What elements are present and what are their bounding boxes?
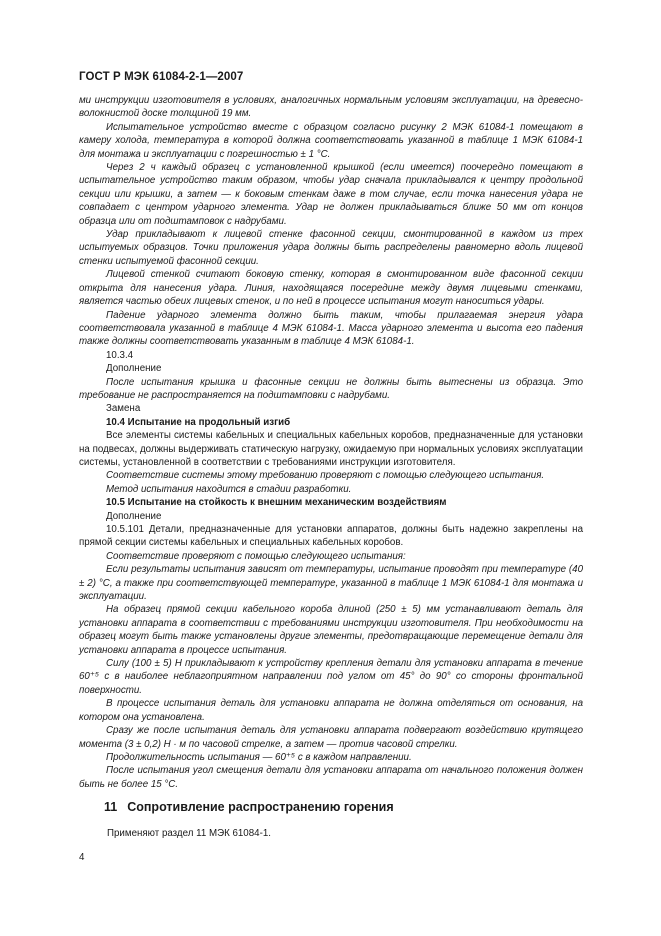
paragraph: После испытания крышка и фасонные секции не должны быть вытеснены из образца. Это требование не распространяется на подштамповки с надрубами.: [79, 376, 583, 401]
paragraph: Лицевой стенкой считают боковую стенку, которая в смонтированном виде фасонной секции открыта для нанесения удара. Линия, находящаяся посередине между двумя лицевыми стенками, является частью обеих лицевых стенок, и по ней в процессе испытания могут наноситься удары.: [79, 269, 583, 308]
paragraph: Удар прикладывают к лицевой стенке фасонной секции, смонтированной в каждом из трех испытуемых образцов. Точки приложения удара должны быть распределены равномерно вдоль лицевой стенки испытуемой фасонной секции.: [79, 229, 583, 267]
paragraph: Замена: [106, 403, 141, 415]
document-header: ГОСТ Р МЭК 61084-2-1—2007: [79, 71, 244, 83]
paragraph: Сразу же после испытания деталь для установки аппарата подвергают воздействию крутящего момента (3 ± 0,2) Н · м по часовой стрелке, а затем — против часовой стрелки.: [79, 725, 583, 750]
paragraph: ми инструкции изготовителя в условиях, аналогичных нормальным условиям эксплуатации, на древесно-волокнистой доске толщиной 19 мм.: [79, 95, 583, 120]
paragraph: Через 2 ч каждый образец с установленной крышкой (если имеется) поочередно помещают в испытательное устройство таким образом, чтобы удар сначала прикладывался к центру продольной секции или крышки, а затем — к боковым стенкам даже в том случае, если точка нанесения удара не совпадает с центром ударного элемента. Удар не должен прикладываться ближе 50 мм от концов образца или от подштамповок с надрубами.: [79, 162, 583, 227]
paragraph: Соответствие проверяют с помощью следующего испытания:: [106, 550, 406, 562]
section-number: 11: [104, 800, 118, 814]
paragraph: После испытания угол смещения детали для установки аппарата от начального положения должен быть не более 15 °С.: [79, 765, 583, 790]
paragraph: 10.5 Испытание на стойкость к внешним механическим воздействиям: [106, 497, 447, 509]
paragraph: Продолжительность испытания — 60⁺⁵ с в каждом направлении.: [106, 751, 412, 763]
paragraph: Дополнение: [106, 510, 162, 522]
paragraph: Падение ударного элемента должно быть таким, чтобы прилагаемая энергия удара соответствовала указанной в таблице 4 МЭК 61084-1. Масса ударного элемента и высота его падения также должны соответствовать указанным в таблице 4 МЭК 61084-1.: [79, 309, 583, 348]
paragraph: Соответствие системы этому требованию проверяют с помощью следующего испытания.: [106, 470, 545, 482]
paragraph: Дополнение: [106, 363, 162, 375]
section-body: Применяют раздел 11 МЭК 61084-1.: [107, 828, 271, 839]
paragraph: На образец прямой секции кабельного короба длиной (250 ± 5) мм устанавливают деталь для установки аппарата в соответствии с требованиями инструкции изготовителя. При необходимости на образец могут быть также установлены другие элементы, предотвращающие перемещение детали для установки аппарата в процессе испытания.: [79, 604, 583, 656]
paragraph: 10.3.4: [106, 349, 134, 361]
paragraph: Если результаты испытания зависят от температуры, испытание проводят при температуре (40 ± 2) °С, а также при соответствующей температуре, указанной в таблице 1 МЭК 61084-1 для монтажа и эксплуатации.: [79, 564, 583, 603]
section-heading: [104, 800, 394, 814]
body-text: [79, 94, 583, 791]
paragraph: Метод испытания находится в стадии разработки.: [106, 483, 352, 495]
section-title-text: Сопротивление распространению горения: [127, 800, 394, 814]
paragraph: В процессе испытания деталь для установки аппарата не должна отделяться от основания, на котором она установлена.: [79, 698, 583, 723]
paragraph: Силу (100 ± 5) Н прикладывают к устройству крепления детали для установки аппарата в течение 60⁺⁵ с в наиболее неблагоприятном направлении под углом от 45° до 90° со стороны фронтальной поверхности.: [79, 658, 583, 696]
paragraph: Все элементы системы кабельных и специальных кабельных коробов, предназначенные для установки на подвесах, должны выдерживать статическую нагрузку, ожидаемую при нормальных условиях эксплуатации системы, установленной в соответствии с требованиями инструкции изготовителя.: [79, 430, 583, 468]
page-number: 4: [79, 852, 85, 863]
paragraph: 10.4 Испытание на продольный изгиб: [106, 416, 291, 428]
paragraph: 10.5.101 Детали, предназначенные для установки аппаратов, должны быть надежно закреплены на прямой секции системы кабельных и специальных кабельных коробов.: [79, 524, 583, 549]
paragraph: Испытательное устройство вместе с образцом согласно рисунку 2 МЭК 61084-1 помещают в камеру холода, температура в которой должна соответствовать указанной в таблице 1 МЭК 61084-1 для монтажа и эксплуатации с погрешностью ± 1 °С.: [79, 121, 583, 160]
